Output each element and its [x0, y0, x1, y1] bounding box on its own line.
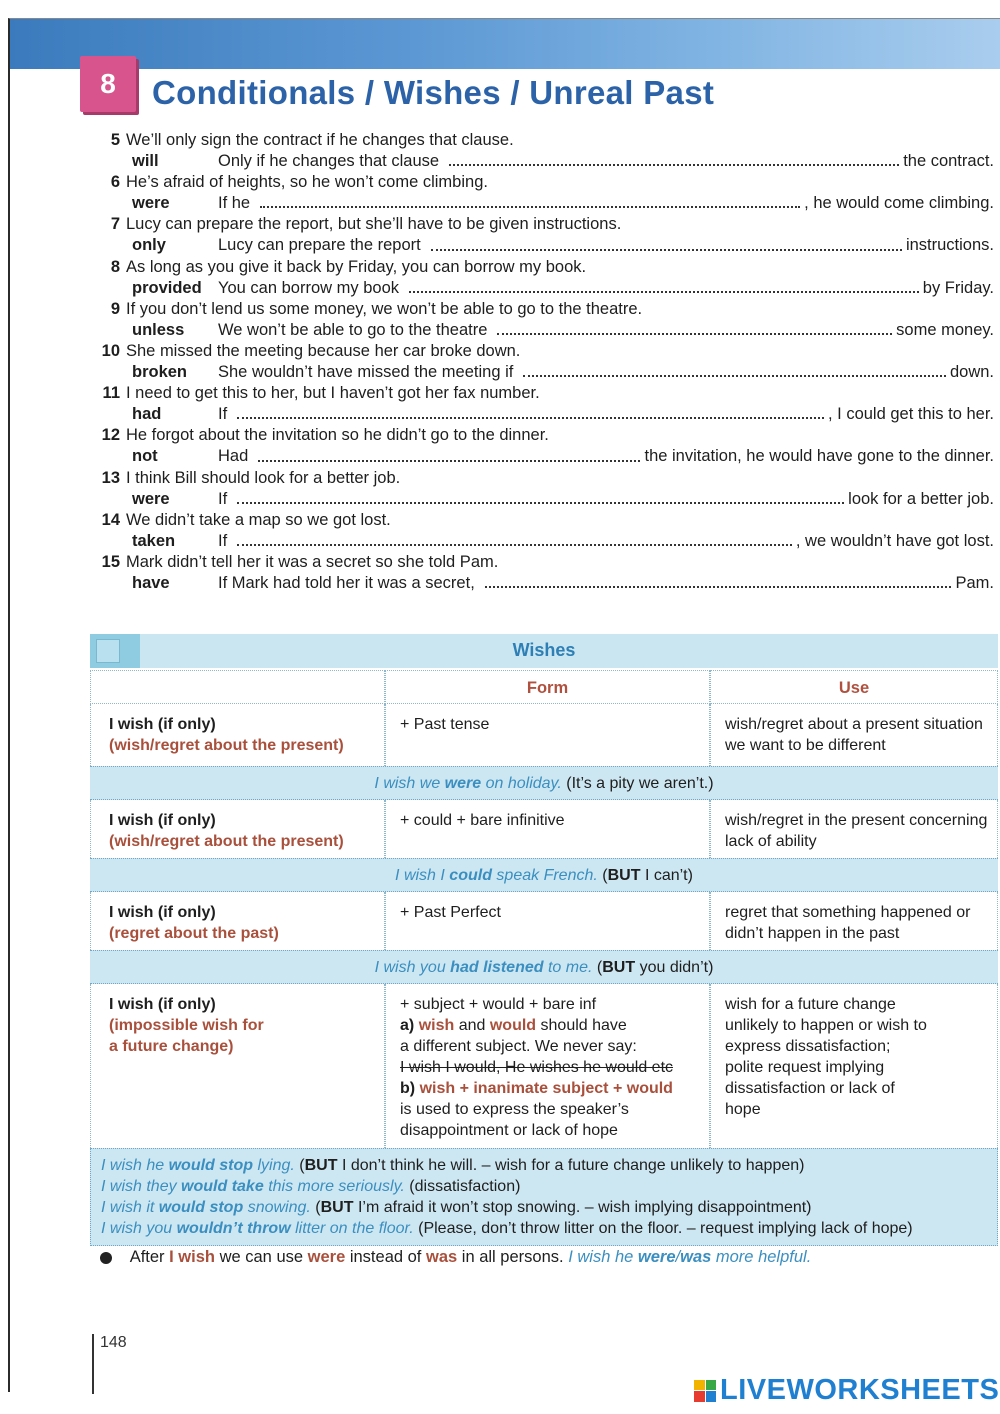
- exercise-sentence: He forgot about the invitation so he didn’t go to the dinner.: [126, 426, 549, 445]
- example-bold: would stop: [168, 1157, 254, 1174]
- exercise-prompt-end: , he would come climbing.: [804, 194, 994, 213]
- page-number: 148: [92, 1334, 127, 1394]
- exercise-sentence-row: [92, 130, 994, 151]
- exercise-keyword: were: [132, 194, 170, 213]
- exercise-answer-row: [92, 573, 994, 594]
- example-text: I wish you: [101, 1220, 173, 1237]
- example-comment: (Please, don’t throw litter on the floor. – request implying lack of hope): [418, 1220, 913, 1237]
- exercise-item: [92, 257, 994, 299]
- row-form: + could + bare infinitive: [385, 800, 710, 858]
- use-line: wish for a future change: [725, 996, 896, 1013]
- exercise-prompt-end: some money.: [896, 320, 994, 339]
- unit-number-badge: 8: [80, 56, 136, 112]
- example-comment: (It’s a pity we aren’t.): [566, 775, 714, 792]
- exercise-keyword: not: [132, 447, 158, 466]
- exercise-sentence: Lucy can prepare the report, but she’ll have to be given instructions.: [126, 215, 622, 234]
- exercise-sentence: She missed the meeting because her car broke down.: [126, 341, 521, 360]
- row-sublabel: (regret about the past): [109, 925, 279, 942]
- exercise-answer-row: [92, 531, 994, 552]
- note-keyword: were: [307, 1248, 346, 1266]
- exercise-item: [92, 510, 994, 552]
- exercise-number: 9: [110, 299, 120, 318]
- example-bold: wouldn’t throw: [176, 1220, 291, 1237]
- form-marker: a): [400, 1017, 415, 1034]
- example-text: litter on the floor.: [295, 1220, 414, 1237]
- note-example: I wish he: [568, 1248, 634, 1266]
- exercise-sentence-row: [92, 299, 994, 320]
- row-label-text: I wish (if only): [109, 716, 216, 733]
- exercise-sentence-row: [92, 383, 994, 404]
- example-but: BUT: [304, 1157, 338, 1174]
- exercise-prompt-end: , we wouldn’t have got lost.: [795, 531, 994, 550]
- example-comment: (: [596, 959, 603, 976]
- form-keyword: wish: [418, 1017, 455, 1034]
- bottom-examples: [90, 1148, 998, 1246]
- form-text: should have: [540, 1017, 627, 1034]
- row-label: [90, 984, 385, 1148]
- exercise-sentence-row: [92, 425, 994, 446]
- form-strikethrough: I wish I would, He wishes he would etc: [400, 1059, 674, 1076]
- answer-blank[interactable]: [237, 489, 844, 504]
- exercise-prompt-start: We won’t be able to go to the theatre: [218, 320, 488, 339]
- note-keyword: was: [426, 1248, 458, 1266]
- example-but: BUT: [602, 959, 636, 976]
- exercise-sentence: I think Bill should look for a better job.: [126, 468, 401, 487]
- row-label: [90, 800, 385, 858]
- exercise-number: 5: [110, 131, 120, 149]
- form-line: + subject + would + bare inf: [400, 996, 597, 1013]
- exercise-keyword: taken: [132, 531, 176, 550]
- example-text: I wish you: [374, 959, 446, 976]
- exercise-sentence-row: [92, 341, 994, 362]
- row-sublabel: a future change): [109, 1038, 234, 1055]
- note-example-bold: were: [637, 1248, 676, 1266]
- table-row: [90, 704, 998, 766]
- header-use: Use: [710, 670, 998, 704]
- example-bold: could: [449, 867, 492, 884]
- answer-blank[interactable]: [523, 362, 946, 377]
- exercise-list: [92, 130, 994, 594]
- table-row: [90, 984, 998, 1148]
- example-comment: I’m afraid it won’t stop snowing. – wish implying disappointment): [357, 1199, 812, 1216]
- form-keyword: wish + inanimate subject + would: [419, 1080, 673, 1097]
- exercise-answer-row: [92, 446, 994, 467]
- use-line: unlikely to happen or wish to: [725, 1017, 927, 1034]
- note-text: instead of: [349, 1248, 422, 1266]
- exercise-number: 8: [110, 257, 120, 276]
- exercise-number: 6: [110, 173, 120, 192]
- note-text: in all persons.: [461, 1248, 564, 1266]
- exercise-prompt-start: Lucy can prepare the report: [218, 236, 421, 255]
- exercise-item: [92, 130, 994, 172]
- exercise-answer-row: [92, 489, 994, 510]
- answer-blank[interactable]: [260, 193, 800, 208]
- exercise-prompt-start: If: [218, 531, 228, 550]
- exercise-answer-row: [92, 404, 994, 425]
- exercise-prompt-end: by Friday.: [922, 278, 994, 297]
- answer-blank[interactable]: [237, 404, 824, 419]
- exercise-item: [92, 341, 994, 383]
- example-bold: would stop: [158, 1199, 244, 1216]
- exercise-sentence-row: [92, 552, 994, 573]
- exercise-answer-row: [92, 193, 994, 214]
- exercise-keyword: provided: [132, 278, 202, 297]
- note-example: /: [675, 1248, 681, 1266]
- exercise-keyword: broken: [132, 363, 188, 382]
- exercise-sentence-row: [92, 468, 994, 489]
- bottom-example-line: [101, 1155, 987, 1176]
- exercise-prompt-start: Had: [218, 447, 249, 466]
- use-line: express dissatisfaction;: [725, 1038, 891, 1055]
- form-line: disappointment or lack of hope: [400, 1122, 618, 1139]
- example-text: speak French.: [496, 867, 598, 884]
- answer-blank[interactable]: [237, 531, 792, 546]
- row-label: [90, 892, 385, 950]
- table-row: [90, 892, 998, 950]
- example-comment: you didn’t): [639, 959, 714, 976]
- example-text: snowing.: [247, 1199, 311, 1216]
- form-line: is used to express the speaker’s: [400, 1101, 629, 1118]
- exercise-keyword: only: [132, 236, 166, 255]
- exercise-keyword: were: [132, 489, 170, 508]
- note-example-bold: was: [680, 1248, 712, 1266]
- exercise-prompt-end: look for a better job.: [848, 489, 994, 508]
- answer-blank[interactable]: [431, 235, 902, 250]
- exercise-number: 14: [101, 510, 120, 529]
- exercise-sentence: He’s afraid of heights, so he won’t come climbing.: [126, 173, 488, 192]
- exercise-answer-row: [92, 151, 994, 172]
- row-label-text: I wish (if only): [109, 904, 216, 921]
- exercise-sentence-row: [92, 172, 994, 193]
- bottom-example-line: [101, 1176, 987, 1197]
- answer-blank[interactable]: [258, 446, 640, 461]
- form-marker: b): [400, 1080, 416, 1097]
- example-text: to me.: [547, 959, 593, 976]
- example-comment: (: [315, 1199, 321, 1216]
- exercise-keyword: unless: [132, 320, 185, 339]
- row-label-text: I wish (if only): [109, 812, 216, 829]
- exercise-prompt-end: Pam.: [955, 573, 994, 592]
- example-comment: I can’t): [644, 867, 693, 884]
- exercise-prompt-end: instructions.: [905, 236, 994, 255]
- exercise-prompt-end: down.: [949, 363, 994, 382]
- example-comment: (dissatisfaction): [409, 1178, 521, 1195]
- exercise-item: [92, 299, 994, 341]
- exercise-sentence-row: [92, 257, 994, 278]
- row-use: regret that something happened or didn’t happen in the past: [710, 892, 998, 950]
- exercise-number: 7: [110, 215, 120, 234]
- bottom-example-line: [101, 1218, 987, 1239]
- liveworksheets-brand: LIVEWORKSHEETS: [720, 1374, 1000, 1406]
- answer-blank[interactable]: [485, 573, 952, 588]
- exercise-sentence-row: [92, 214, 994, 235]
- exercise-sentence: I need to get this to her, but I haven’t got her fax number.: [126, 384, 540, 403]
- answer-blank[interactable]: [497, 320, 892, 335]
- exercise-keyword: had: [132, 405, 162, 424]
- row-use: [710, 984, 998, 1148]
- row-form: + Past tense: [385, 704, 710, 766]
- note-keyword: I wish: [169, 1248, 215, 1266]
- exercise-prompt-start: You can borrow my book: [218, 278, 399, 297]
- exercise-prompt-start: She wouldn’t have missed the meeting if: [218, 363, 514, 382]
- form-keyword: would: [489, 1017, 537, 1034]
- exercise-prompt-start: If: [218, 489, 228, 508]
- exercise-prompt-start: If Mark had told her it was a secret,: [218, 573, 475, 592]
- liveworksheets-logo[interactable]: [694, 1374, 999, 1407]
- exercise-number: 15: [101, 552, 120, 571]
- exercise-prompt-start: If: [218, 405, 228, 424]
- liveworksheets-icon: [694, 1380, 716, 1402]
- row-use: wish/regret about a present situation we want to be different: [710, 704, 998, 766]
- example-comment: (: [299, 1157, 305, 1174]
- answer-blank[interactable]: [409, 278, 919, 293]
- page-title: Conditionals / Wishes / Unreal Past: [152, 74, 715, 111]
- grammar-note: [100, 1248, 811, 1267]
- example-comment: (: [602, 867, 608, 884]
- exercise-number: 11: [102, 384, 120, 403]
- row-use: wish/regret in the present concerning lack of ability: [710, 800, 998, 858]
- bullet-icon: [100, 1252, 112, 1264]
- exercise-number: 13: [101, 468, 120, 487]
- exercise-sentence: As long as you give it back by Friday, you can borrow my book.: [126, 257, 587, 276]
- row-form: + Past Perfect: [385, 892, 710, 950]
- example-row: [90, 950, 998, 984]
- example-text: lying.: [257, 1157, 295, 1174]
- exercise-answer-row: [92, 235, 994, 256]
- form-text: and: [458, 1017, 486, 1034]
- row-label-text: I wish (if only): [109, 996, 216, 1013]
- row-sublabel: (wish/regret about the present): [109, 737, 344, 754]
- note-text: we can use: [219, 1248, 304, 1266]
- use-line: hope: [725, 1101, 761, 1118]
- exercise-item: [92, 552, 994, 594]
- exercise-sentence-row: [92, 510, 994, 531]
- exercise-sentence: Mark didn’t tell her it was a secret so she told Pam.: [126, 552, 499, 571]
- exercise-prompt-end: the contract.: [903, 152, 994, 171]
- exercise-item: [92, 214, 994, 256]
- example-bold: had listened: [450, 959, 544, 976]
- example-bold: were: [444, 775, 482, 792]
- exercise-prompt-start: Only if he changes that clause: [218, 152, 440, 171]
- use-line: polite request implying: [725, 1059, 885, 1076]
- exercise-prompt-start: If he: [218, 194, 251, 213]
- table-header: [90, 670, 998, 704]
- exercise-item: [92, 468, 994, 510]
- exercise-prompt-end: , I could get this to her.: [827, 405, 994, 424]
- exercise-keyword: have: [132, 573, 170, 592]
- form-line: a different subject. We never say:: [400, 1038, 637, 1055]
- row-form: [385, 984, 710, 1148]
- example-but: BUT: [607, 867, 641, 884]
- row-sublabel: (impossible wish for: [109, 1017, 264, 1034]
- example-text: I wish they: [101, 1178, 177, 1195]
- exercise-answer-row: [92, 362, 994, 383]
- header-empty: [90, 670, 385, 704]
- use-line: dissatisfaction or lack of: [725, 1080, 895, 1097]
- answer-blank[interactable]: [449, 151, 899, 166]
- exercise-sentence: If you don’t lend us some money, we won’t be able to go to the theatre.: [126, 299, 643, 318]
- example-but: BUT: [320, 1199, 354, 1216]
- example-row: [90, 766, 998, 800]
- exercise-item: [92, 425, 994, 467]
- exercise-number: 12: [101, 426, 120, 445]
- example-text: I wish it: [101, 1199, 155, 1216]
- exercise-item: [92, 383, 994, 425]
- header-form: Form: [385, 670, 710, 704]
- wishes-title: Wishes: [512, 640, 576, 660]
- row-sublabel: (wish/regret about the present): [109, 833, 344, 850]
- exercise-answer-row: [92, 320, 994, 341]
- exercise-answer-row: [92, 278, 994, 299]
- example-text: I wish we: [374, 775, 441, 792]
- bottom-example-line: [101, 1197, 987, 1218]
- example-text: on holiday.: [485, 775, 562, 792]
- example-bold: would take: [181, 1178, 264, 1195]
- note-text: After: [129, 1248, 165, 1266]
- note-example: more helpful.: [715, 1248, 812, 1266]
- exercise-prompt-end: the invitation, he would have gone to the dinner.: [644, 447, 994, 466]
- exercise-sentence: We’ll only sign the contract if he changes that clause.: [126, 131, 514, 149]
- exercise-item: [92, 172, 994, 214]
- exercise-sentence: We didn’t take a map so we got lost.: [126, 510, 391, 529]
- table-row: [90, 800, 998, 858]
- wishes-table: [90, 670, 998, 1246]
- exercise-number: 10: [101, 341, 120, 360]
- example-text: I wish I: [395, 867, 445, 884]
- example-text: I wish he: [101, 1157, 165, 1174]
- example-text: this more seriously.: [268, 1178, 405, 1195]
- row-label: [90, 704, 385, 766]
- example-comment: I don’t think he will. – wish for a future change unlikely to happen): [341, 1157, 805, 1174]
- exercise-keyword: will: [132, 152, 159, 171]
- example-row: [90, 858, 998, 892]
